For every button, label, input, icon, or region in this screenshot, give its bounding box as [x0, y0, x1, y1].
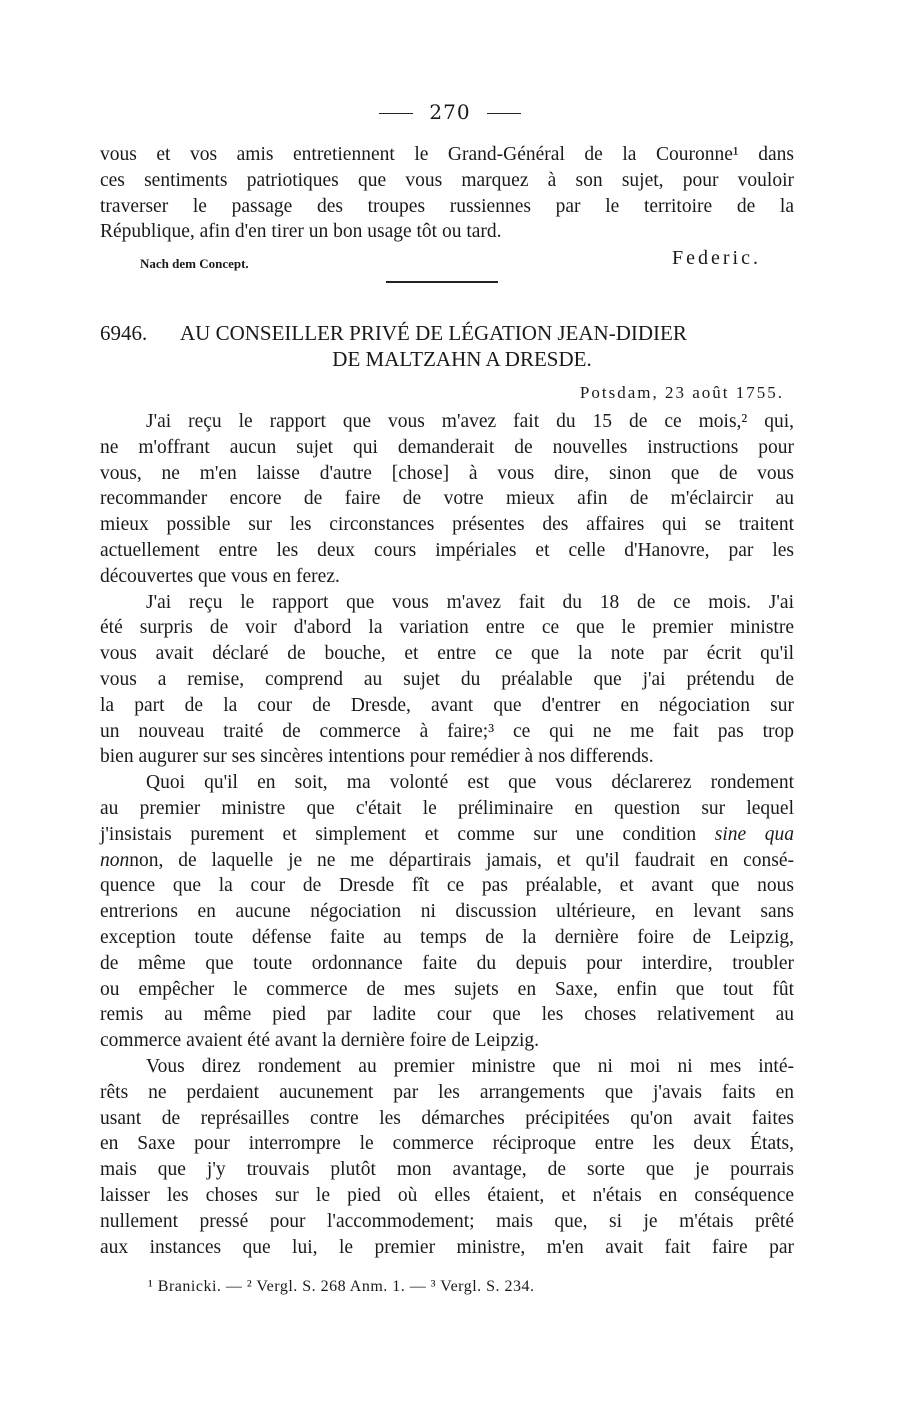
- page-number-text: 270: [429, 100, 471, 124]
- text-line: remis au même pied par ladite cour que les choses relativement au: [100, 1004, 794, 1026]
- page-number-rule-right: [487, 113, 521, 114]
- text-line: laisser les choses sur le pied où elles étaient, et n'étais en conséquence: [100, 1184, 794, 1206]
- text-line: été surpris de voir d'abord la variation entre ce que le premier ministre: [100, 617, 794, 639]
- text-line: vous a remise, comprend au sujet du préalable que j'ai prétendu de: [100, 668, 794, 690]
- page-number: [0, 100, 900, 124]
- text-line: aux instances que lui, le premier ministre, m'en avait fait faire par: [100, 1236, 794, 1258]
- text-line: mieux possible sur les circonstances présentes des affaires qui se traitent: [100, 514, 794, 536]
- text-line: en Saxe pour interrompre le commerce réciproque entre les deux États,: [100, 1133, 794, 1155]
- text-line: Vous direz rondement au premier ministre que ni moi ni mes inté-: [146, 1055, 794, 1077]
- letter-body: [100, 409, 794, 1260]
- text-line: République, afin d'en tirer un bon usage tôt ou tard.: [100, 221, 502, 243]
- text-line: vous et vos amis entretiennent le Grand-Général de la Couronne¹ dans: [100, 144, 794, 165]
- text-line: entrerions en aucune négociation ni discussion ultérieure, en levant sans: [100, 901, 794, 923]
- italic-phrase: non: [100, 849, 130, 871]
- letter-title-line-2: DE MALTZAHN A DRESDE.: [332, 347, 592, 371]
- text-segment: non, de laquelle je ne me départirais jamais, et qu'il faudrait en consé-: [129, 849, 794, 871]
- letter-title-line-1: AU CONSEILLER PRIVÉ DE LÉGATION JEAN-DIDIER: [180, 321, 687, 345]
- italic-phrase: sine qua: [714, 823, 794, 845]
- text-line: ou empêcher le commerce de mes sujets en Saxe, enfin que tout fût: [100, 978, 794, 1000]
- text-line: usant de représailles contre les démarches précipitées qu'on avait faites: [100, 1107, 794, 1129]
- text-line: ces sentiments patriotiques que vous marquez à son sujet, pour vouloir: [100, 169, 794, 191]
- text-line: J'ai reçu le rapport que vous m'avez fait du 18 de ce mois. J'ai: [146, 591, 794, 613]
- text-line: vous avait déclaré de bouche, et entre ce que la note par écrit qu'il: [100, 643, 794, 665]
- text-line: nullement pressé pour l'accommodement; mais que, si je m'étais prêté: [100, 1210, 794, 1232]
- text-line: commerce avaient été avant la dernière foire de Leipzig.: [100, 1030, 540, 1052]
- text-line: ne m'offrant aucun sujet qui demanderait de nouvelles instructions pour: [100, 436, 794, 458]
- text-line: recommander encore de faire de votre mieux afin de m'éclaircir au: [100, 488, 794, 510]
- section-divider: [386, 281, 498, 283]
- text-line: de même que toute ordonnance faite du depuis pour interdire, troubler: [100, 952, 794, 974]
- text-line: traverser le passage des troupes russiennes par le territoire de la: [100, 195, 794, 217]
- text-line: quence que la cour de Dresde fît ce pas préalable, et avant que nous: [100, 875, 794, 897]
- text-line: mais que j'y trouvais plutôt mon avantage, de sorte que je pourrais: [100, 1159, 794, 1181]
- text-line: bien augurer sur ses sincères intentions pour remédier à nos differends.: [100, 746, 654, 768]
- text-line: Quoi qu'il en soit, ma volonté est que vous déclarerez rondement: [146, 772, 794, 794]
- text-line: au premier ministre que c'était le préliminaire en question sur lequel: [100, 797, 794, 819]
- text-line: un nouveau traité de commerce à faire;³ ce qui ne me fait pas trop: [100, 720, 794, 742]
- text-line: J'ai reçu le rapport que vous m'avez fait du 15 de ce mois,² qui,: [146, 411, 794, 432]
- text-segment: j'insistais purement et simplement et comme sur une condition: [100, 823, 715, 845]
- letter-number: 6946.: [100, 321, 148, 345]
- dateline: Potsdam, 23 août 1755.: [579, 383, 784, 402]
- text-line: vous, ne m'en laisse d'autre [chose] à vous dire, sinon que de vous: [100, 462, 794, 484]
- text-line: rêts ne perdaient aucunement par les arrangements que j'avais faits en: [100, 1081, 794, 1103]
- text-line-with-italic: [100, 848, 794, 874]
- text-line: découvertes que vous en ferez.: [100, 565, 340, 587]
- text-line: exception toute défense faite au temps de la dernière foire de Leipzig,: [100, 926, 794, 948]
- source-note: Nach dem Concept.: [140, 256, 249, 271]
- page-number-rule-left: [379, 113, 413, 114]
- text-line-with-italic: [100, 822, 794, 848]
- text-line: la part de la cour de Dresde, avant que d'entrer en négociation sur: [100, 694, 794, 716]
- footnotes: ¹ Branicki. — ² Vergl. S. 268 Anm. 1. — ³ Vergl. S. 234.: [148, 1278, 535, 1295]
- text-line: actuellement entre les deux cours impériales et celle d'Hanovre, par les: [100, 539, 794, 561]
- letter-heading: [100, 320, 794, 372]
- signature: Federic.: [672, 247, 761, 269]
- intro-paragraph: [100, 142, 794, 245]
